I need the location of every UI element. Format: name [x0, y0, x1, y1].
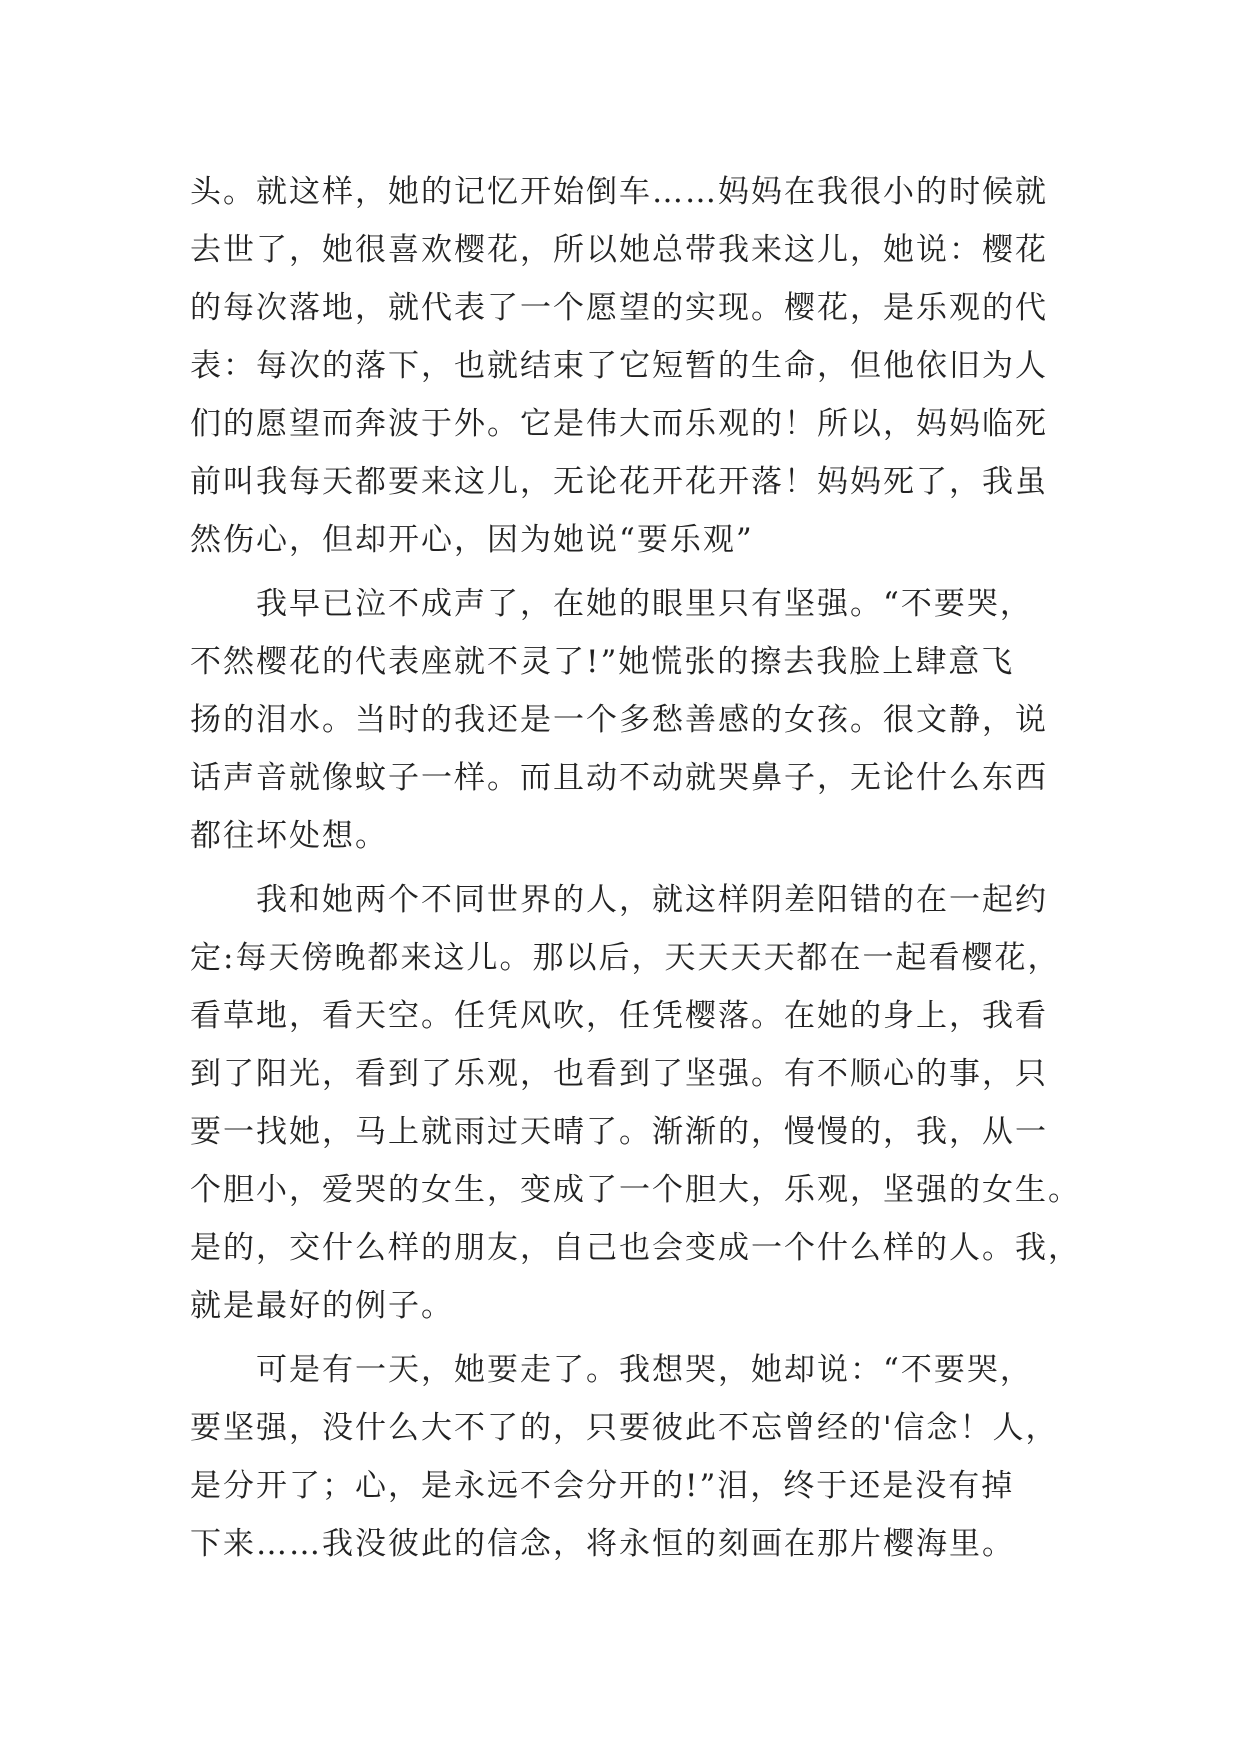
text-line: 要坚强，没什么大不了的，只要彼此不忘曾经的'信念！人， [190, 1410, 1059, 1446]
text-line: 到了阳光，看到了乐观，也看到了坚强。有不顺心的事，只 [190, 1056, 1048, 1092]
text-line: 话声音就像蚊子一样。而且动不动就哭鼻子，无论什么东西 [190, 760, 1048, 796]
text-line: 扬的泪水。当时的我还是一个多愁善感的女孩。很文静，说 [190, 702, 1048, 738]
text-line: 定:每天傍晚都来这儿。那以后，天天天天都在一起看樱花， [190, 940, 1061, 976]
text-line: 下来……我没彼此的信念，将永恒的刻画在那片樱海里。 [190, 1526, 1015, 1562]
text-line: 看草地，看天空。任凭风吹，任凭樱落。在她的身上，我看 [190, 998, 1048, 1034]
text-line: 的每次落地，就代表了一个愿望的实现。樱花，是乐观的代 [190, 290, 1048, 326]
text-line: 不然樱花的代表座就不灵了!”她慌张的擦去我脸上肆意飞 [190, 644, 1015, 680]
text-line: 可是有一天，她要走了。我想哭，她却说：“不要哭， [256, 1352, 1033, 1388]
text-line: 是的，交什么样的朋友，自己也会变成一个什么样的人。我， [190, 1230, 1081, 1266]
text-line: 前叫我每天都要来这儿，无论花开花开落！妈妈死了，我虽 [190, 464, 1048, 500]
text-line: 去世了，她很喜欢樱花，所以她总带我来这儿，她说：樱花 [190, 232, 1048, 268]
text-line: 然伤心，但却开心，因为她说“要乐观” [190, 522, 754, 558]
text-line: 我和她两个不同世界的人，就这样阴差阳错的在一起约 [256, 882, 1048, 918]
text-line: 个胆小，爱哭的女生，变成了一个胆大，乐观，坚强的女生。 [190, 1172, 1081, 1208]
body-text [190, 163, 1081, 1573]
text-line: 我早已泣不成声了，在她的眼里只有坚强。“不要哭， [256, 586, 1033, 622]
text-line: 头。就这样，她的记忆开始倒车……妈妈在我很小的时候就 [190, 174, 1048, 210]
text-line: 要一找她，马上就雨过天晴了。渐渐的，慢慢的，我，从一 [190, 1114, 1048, 1150]
text-line: 表：每次的落下，也就结束了它短暂的生命，但他依旧为人 [190, 348, 1048, 384]
text-line: 是分开了；心，是永远不会分开的!”泪，终于还是没有掉 [190, 1468, 1015, 1504]
text-line: 们的愿望而奔波于外。它是伟大而乐观的！所以，妈妈临死 [190, 406, 1048, 442]
text-line: 就是最好的例子。 [190, 1288, 454, 1324]
text-line: 都往坏处想。 [190, 818, 388, 854]
